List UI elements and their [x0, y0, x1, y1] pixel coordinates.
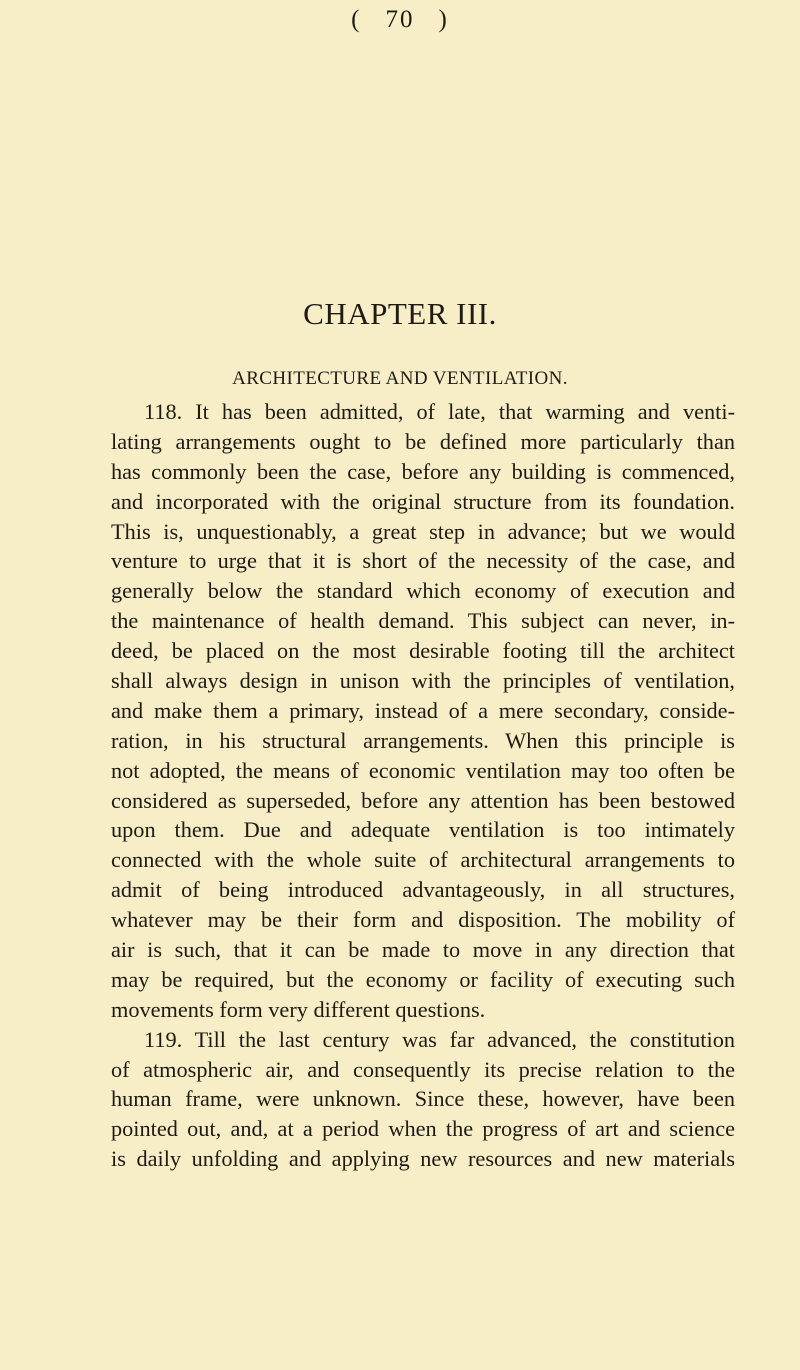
paren-close: ) [438, 6, 449, 33]
text-line: admit of being introduced advantageously, in all structures, [111, 877, 735, 903]
chapter-title: CHAPTER III. [303, 296, 497, 331]
text-line: generally below the standard which economy of execution and [111, 578, 735, 604]
text-line: venture to urge that it is short of the necessity of the case, and [111, 548, 735, 574]
text-line: whatever may be their form and disposition. The mobility of [111, 907, 735, 933]
text-line: human frame, were unknown. Since these, however, have been [111, 1086, 735, 1112]
text-line: has commonly been the case, before any building is commenced, [111, 458, 735, 484]
text-line: This is, unquestionably, a great step in advance; but we would [111, 518, 735, 544]
text-line: is daily unfolding and applying new resources and new materials [111, 1146, 735, 1172]
text-line: and make them a primary, instead of a mere secondary, conside- [111, 697, 735, 723]
text-line: pointed out, and, at a period when the progress of art and science [111, 1116, 735, 1142]
text-line: connected with the whole suite of architectural arrangements to [111, 847, 735, 873]
text-line: air is such, that it can be made to move in any direction that [111, 937, 735, 963]
text-line: and incorporated with the original structure from its foundation. [111, 488, 735, 514]
chapter-subtitle: ARCHITECTURE AND VENTILATION. [232, 368, 568, 389]
text-line: the maintenance of health demand. This subject can never, in- [111, 608, 735, 634]
text-line: 118. It has been admitted, of late, that warming and venti- [144, 399, 735, 424]
body-text [111, 397, 735, 1174]
text-line: ration, in his structural arrangements. When this principle is [111, 727, 735, 753]
text-line: movements form very different questions. [111, 996, 486, 1022]
text-line: upon them. Due and adequate ventilation is too intimately [111, 817, 735, 843]
text-line: not adopted, the means of economic ventilation may too often be [111, 757, 735, 783]
text-line: lating arrangements ought to be defined more particularly than [111, 428, 735, 454]
text-line: shall always design in unison with the principles of ventilation, [111, 668, 735, 694]
text-line: 119. Till the last century was far advanced, the constitution [144, 1026, 735, 1052]
page-number [0, 6, 800, 34]
text-line: considered as superseded, before any attention has been bestowed [111, 787, 735, 813]
text-line: of atmospheric air, and consequently its precise relation to the [111, 1056, 735, 1082]
text-line: may be required, but the economy or facility of executing such [111, 966, 735, 992]
page-number-value: 70 [385, 6, 415, 33]
paren-open: ( [351, 6, 362, 33]
text-line: deed, be placed on the most desirable footing till the architect [111, 638, 735, 664]
